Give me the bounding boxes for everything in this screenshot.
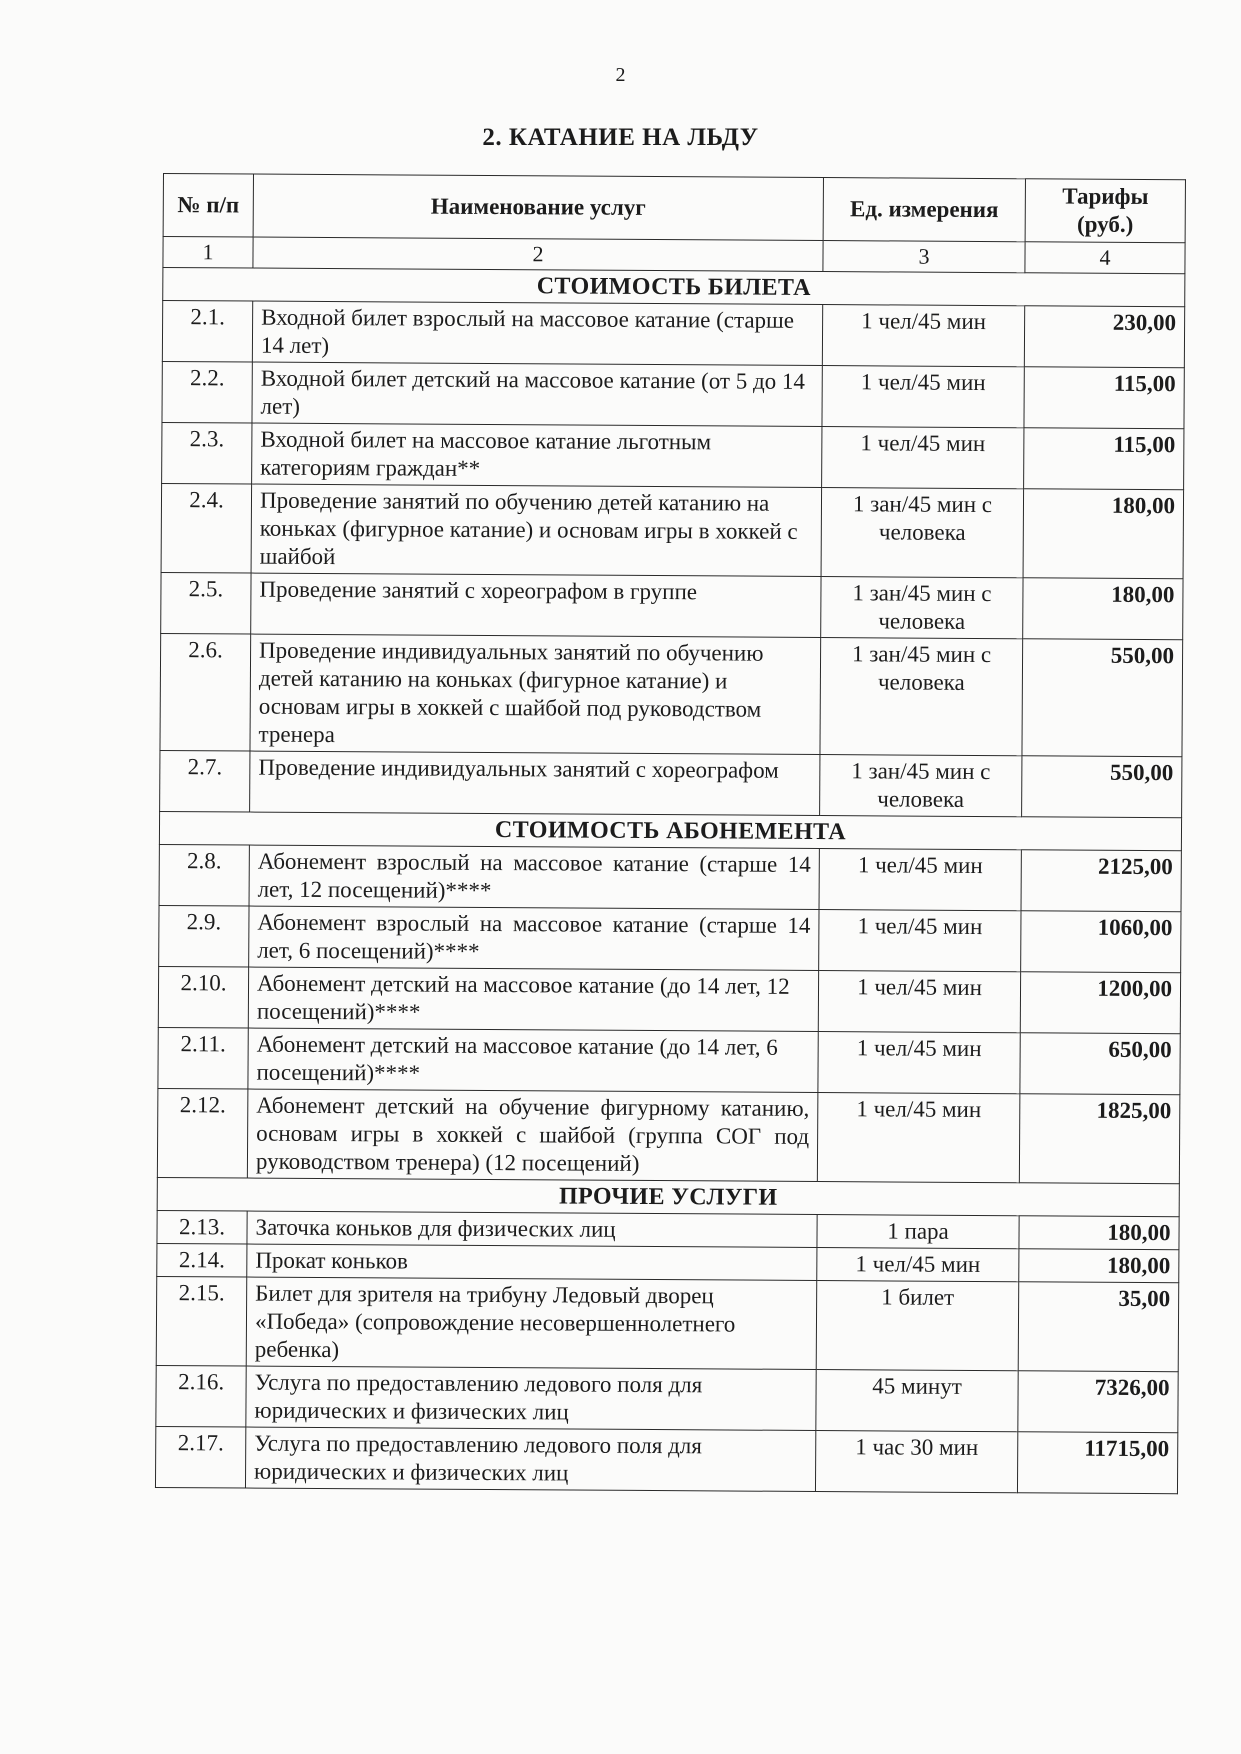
page-title: 2. КАТАНИЕ НА ЛЬДУ	[482, 124, 759, 151]
unit-of-measure: 1 чел/45 мин	[822, 427, 1024, 489]
service-name: Абонемент взрослый на массовое катание (старше 14 лет, 6 посещений)****	[249, 906, 819, 970]
row-number: 2.7.	[160, 750, 250, 812]
row-number: 2.2.	[162, 361, 252, 423]
tariff-price: 35,00	[1018, 1282, 1179, 1372]
row-number: 2.12.	[157, 1088, 248, 1178]
unit-of-measure: 1 зан/45 мин с человека	[820, 755, 1022, 817]
service-name: Заточка коньков для физических лиц	[247, 1211, 817, 1247]
service-name: Прокат коньков	[247, 1244, 817, 1280]
tariff-price: 115,00	[1024, 367, 1184, 429]
service-name: Услуга по предоставлению ледового поля для юридических и физических лиц	[245, 1427, 815, 1491]
unit-of-measure: 1 пара	[817, 1215, 1019, 1249]
row-number: 2.17.	[155, 1426, 245, 1488]
table-row	[160, 750, 1182, 817]
row-number: 2.6.	[160, 633, 251, 751]
table-row	[158, 966, 1180, 1033]
tariff-table	[155, 173, 1186, 1494]
unit-of-measure: 1 чел/45 мин	[822, 305, 1024, 367]
row-number: 2.14.	[157, 1243, 247, 1277]
row-number: 2.11.	[158, 1027, 248, 1089]
table-header-row	[163, 174, 1185, 243]
row-number: 2.8.	[159, 844, 249, 906]
header-price: Тарифы (руб.)	[1025, 179, 1185, 243]
section-title: СТОИМОСТЬ АБОНЕМЕНТА	[159, 811, 1181, 850]
row-number: 2.3.	[162, 422, 252, 484]
row-number: 2.4.	[161, 483, 252, 573]
table-row	[155, 1426, 1177, 1493]
tariff-price: 2125,00	[1021, 850, 1181, 912]
row-number: 2.10.	[158, 966, 248, 1028]
table-row	[162, 301, 1184, 368]
unit-of-measure: 1 чел/45 мин	[822, 366, 1024, 428]
tariff-price: 650,00	[1020, 1033, 1180, 1095]
service-name: Абонемент детский на обучение фигурному катанию, основам игры в хоккей с шайбой (группа СОГ под руководством тренера) (12 посещений)	[247, 1089, 818, 1181]
column-number: 1	[163, 237, 253, 269]
tariff-price: 180,00	[1019, 1216, 1179, 1250]
service-name: Абонемент взрослый на массовое катание (старше 14 лет, 12 посещений)****	[249, 845, 819, 909]
unit-of-measure: 1 чел/45 мин	[817, 1248, 1019, 1282]
table-row	[157, 1088, 1180, 1183]
table-row	[159, 844, 1181, 911]
header-unit: Ед. измерения	[823, 178, 1025, 242]
tariff-price: 115,00	[1024, 428, 1184, 490]
tariff-price: 1200,00	[1020, 972, 1180, 1034]
row-number: 2.15.	[156, 1276, 247, 1366]
header-num: № п/п	[163, 174, 253, 238]
column-number: 3	[823, 241, 1025, 273]
tariff-price: 1060,00	[1021, 911, 1181, 973]
row-number: 2.13.	[157, 1210, 247, 1244]
section-title: ПРОЧИЕ УСЛУГИ	[157, 1177, 1179, 1216]
header-name: Наименование услуг	[253, 174, 823, 240]
unit-of-measure: 1 час 30 мин	[815, 1431, 1017, 1493]
unit-of-measure: 1 чел/45 мин	[818, 971, 1020, 1033]
unit-of-measure: 1 билет	[816, 1281, 1019, 1371]
unit-of-measure: 1 зан/45 мин с человека	[820, 638, 1023, 756]
table-row	[156, 1276, 1179, 1371]
tariff-price: 230,00	[1024, 306, 1184, 368]
row-number: 2.16.	[156, 1365, 246, 1427]
unit-of-measure: 1 чел/45 мин	[819, 910, 1021, 972]
unit-of-measure: 1 чел/45 мин	[818, 1032, 1020, 1094]
row-number: 2.9.	[159, 905, 249, 967]
table-body	[155, 268, 1184, 1494]
unit-of-measure: 1 зан/45 мин с человека	[821, 488, 1024, 578]
tariff-price: 180,00	[1019, 1249, 1179, 1283]
unit-of-measure: 1 зан/45 мин с человека	[821, 577, 1023, 639]
unit-of-measure: 45 минут	[816, 1370, 1018, 1432]
tariff-price: 180,00	[1023, 578, 1183, 640]
tariff-table-container	[155, 173, 1185, 1494]
service-name: Услуга по предоставлению ледового поля для юридических и физических лиц	[246, 1366, 816, 1430]
service-name: Абонемент детский на массовое катание (до 14 лет, 6 посещений)****	[248, 1028, 818, 1092]
service-name: Билет для зрителя на трибуну Ледовый дворец «Победа» (сопровождение несовершеннолетнего ребенка)	[246, 1277, 817, 1369]
tariff-price: 550,00	[1022, 756, 1182, 818]
service-name: Проведение индивидуальных занятий по обучению детей катанию на коньках (фигурное катание) и основам игры в хоккей с шайбой под руководством тренера	[250, 634, 821, 754]
tariff-price: 11715,00	[1017, 1432, 1177, 1494]
table-row	[161, 483, 1184, 578]
service-name: Входной билет на массовое катание льготным категориям граждан**	[252, 423, 822, 487]
section-title: СТОИМОСТЬ БИЛЕТА	[163, 268, 1185, 307]
row-number: 2.5.	[161, 572, 251, 634]
table-row	[162, 361, 1184, 428]
table-row	[159, 905, 1181, 972]
service-name: Входной билет взрослый на массовое катание (старше 14 лет)	[252, 301, 822, 365]
tariff-price: 180,00	[1023, 489, 1184, 579]
tariff-price: 7326,00	[1018, 1371, 1178, 1433]
service-name: Абонемент детский на массовое катание (до 14 лет, 12 посещений)****	[248, 967, 818, 1031]
table-row	[160, 633, 1183, 756]
page-number: 2	[615, 64, 626, 86]
service-name: Проведение занятий по обучению детей катанию на коньках (фигурное катание) и основам игры в хоккей с шайбой	[251, 484, 822, 576]
table-row	[158, 1027, 1180, 1094]
service-name: Проведение занятий с хореографом в группе	[251, 573, 821, 637]
unit-of-measure: 1 чел/45 мин	[817, 1093, 1020, 1183]
unit-of-measure: 1 чел/45 мин	[819, 849, 1021, 911]
table-row	[156, 1365, 1178, 1432]
table-row	[162, 422, 1184, 489]
tariff-price: 1825,00	[1019, 1094, 1180, 1184]
table-row	[161, 572, 1183, 639]
column-number: 2	[253, 237, 823, 271]
tariff-price: 550,00	[1022, 639, 1183, 757]
row-number: 2.1.	[162, 301, 252, 363]
service-name: Проведение индивидуальных занятий с хореографом	[250, 751, 820, 815]
column-number: 4	[1025, 242, 1185, 274]
service-name: Входной билет детский на массовое катание (от 5 до 14 лет)	[252, 362, 822, 426]
